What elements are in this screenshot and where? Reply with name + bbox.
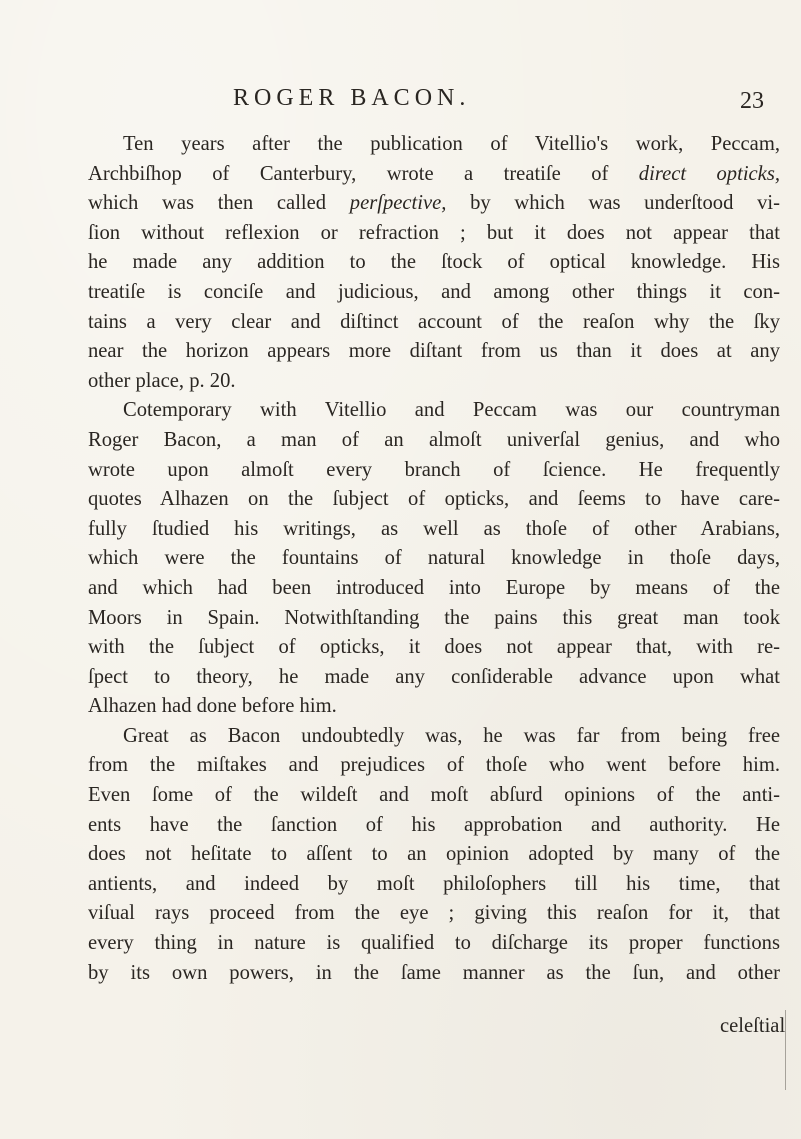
text-line: Even ſome of the wildeſt and moſt abſurd opinions of the anti-	[88, 784, 780, 807]
text-line: he made any addition to the ſtock of optical knowledge. His	[88, 251, 780, 274]
italic-title-direct-opticks: direct opticks,	[638, 162, 780, 185]
catchword: celeſtial	[720, 1015, 786, 1037]
italic-title-perspective: perſpective,	[349, 192, 447, 215]
page-number: 23	[740, 88, 764, 114]
text-line: Cotemporary with Vitellio and Peccam was our countryman	[123, 399, 780, 422]
text-line: Roger Bacon, a man of an almoſt univerſal genius, and who	[88, 428, 780, 451]
text-line: fully ſtudied his writings, as well as thoſe of other Arabians,	[88, 517, 780, 540]
text-line: ſpect to theory, he made any conſiderable advance upon what	[88, 665, 780, 688]
paragraph-1	[88, 130, 798, 396]
text-line: ſion without reflexion or refraction ; but it does not appear that	[88, 221, 780, 244]
text-line: which was then called perſpective, by which was underſtood vi-	[88, 192, 780, 215]
text-line: treatiſe is conciſe and judicious, and among other things it con-	[88, 280, 780, 303]
text-line: does not heſitate to aſſent to an opinion adopted by many of the	[88, 843, 780, 866]
text-line: with the ſubject of opticks, it does not appear that, with re-	[88, 636, 780, 659]
text-line: Ten years after the publication of Vitellio's work, Peccam,	[123, 133, 780, 155]
text-line: near the horizon appears more diſtant from us than it does at any	[88, 340, 780, 363]
text-line: every thing in nature is qualified to diſcharge its proper functions	[88, 932, 780, 955]
running-head: ROGER BACON.	[233, 85, 471, 111]
text-line: quotes Alhazen on the ſubject of opticks, and ſeems to have care-	[88, 488, 780, 511]
text-line: Moors in Spain. Notwithſtanding the pains this great man took	[88, 606, 780, 629]
text-line: ents have the ſanction of his approbation and authority. He	[88, 813, 780, 836]
text-line: other place, p. 20.	[88, 369, 236, 392]
text-line: which were the fountains of natural knowledge in thoſe days,	[88, 547, 780, 570]
page-edge-mark	[785, 1010, 786, 1090]
paragraph-3	[88, 722, 798, 988]
text-line: Archbiſhop of Canterbury, wrote a treatiſe of direct opticks,	[88, 162, 780, 185]
text-line: antients, and indeed by moſt philoſophers till his time, that	[88, 872, 780, 895]
text-line: by its own powers, in the ſame manner as the ſun, and other	[88, 961, 780, 984]
text-line: tains a very clear and diſtinct account of the reaſon why the ſky	[88, 310, 780, 333]
text-line: Alhazen had done before him.	[88, 695, 337, 718]
text-line: viſual rays proceed from the eye ; giving this reaſon for it, that	[88, 902, 780, 925]
text-line: from the miſtakes and prejudices of thoſe who went before him.	[88, 754, 780, 777]
paragraph-2	[88, 396, 798, 722]
text-line: Great as Bacon undoubtedly was, he was far from being free	[123, 724, 780, 747]
body-text	[88, 130, 798, 988]
text-line: wrote upon almoſt every branch of ſcience. He frequently	[88, 458, 780, 481]
text-line: and which had been introduced into Europe by means of the	[88, 576, 780, 599]
